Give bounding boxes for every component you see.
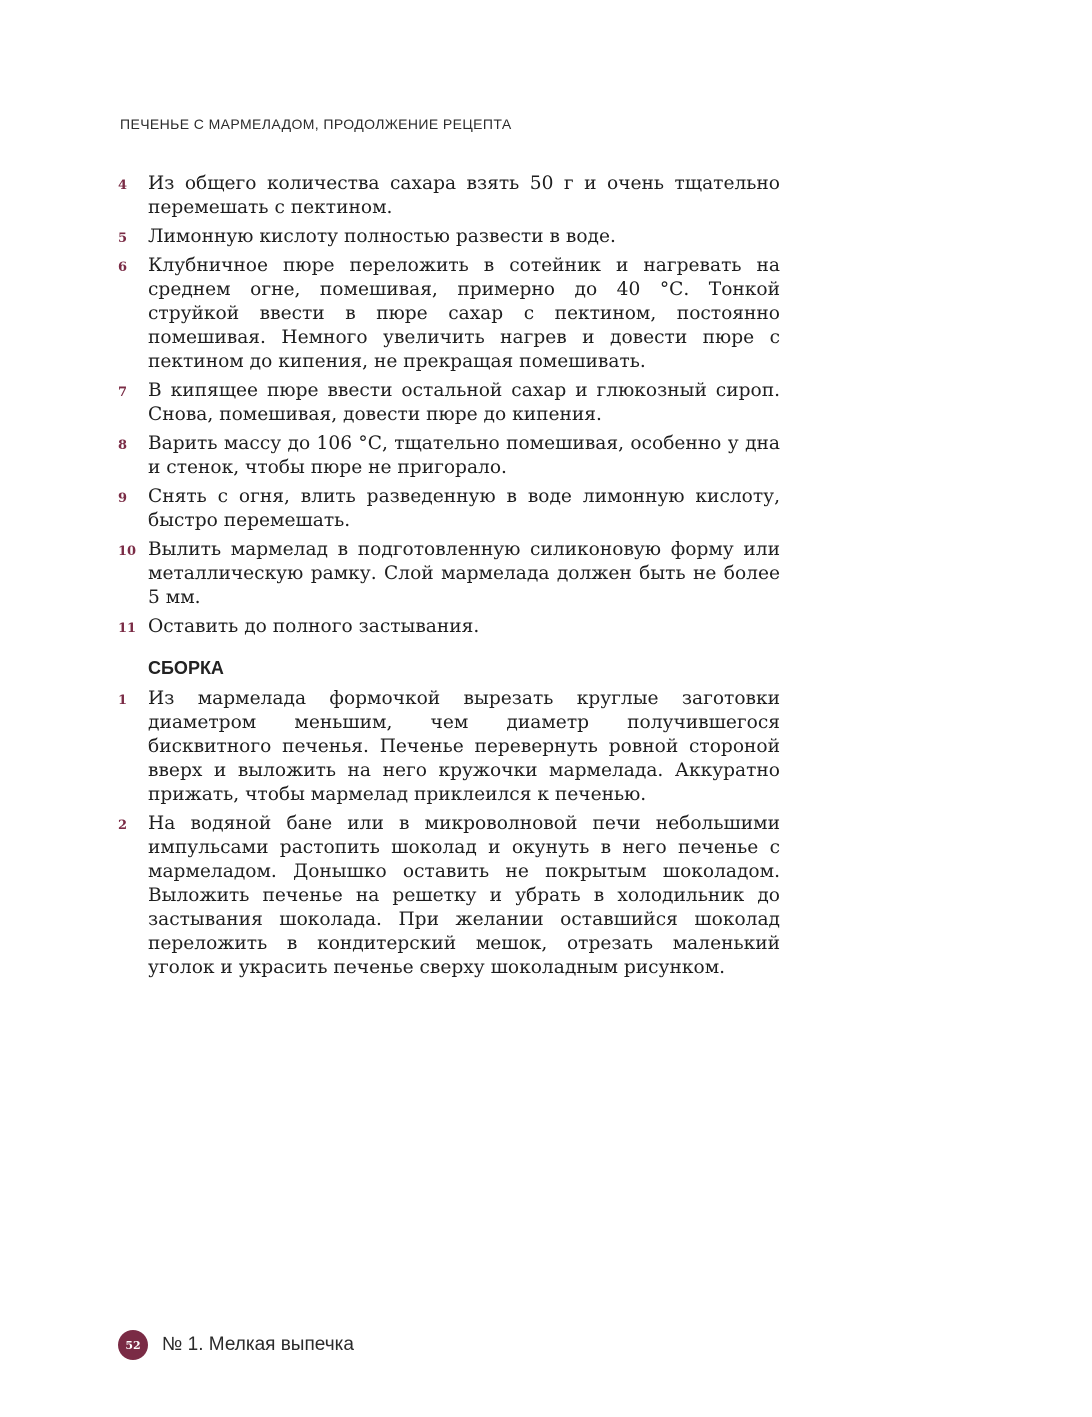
step-text: Из мармелада формочкой вырезать круглые заготовки диаметром меньшим, чем диаметр получившегося бисквитного печенья. Печенье перевернуть ровной стороной вверх и выложить на него кружочки мармелада. Аккуратно прижать, чтобы мармелад приклеился к печенью.	[148, 688, 780, 805]
page-number: 52	[125, 1338, 141, 1352]
assembly-steps	[118, 687, 780, 985]
recipe-steps	[118, 172, 780, 644]
step-number: 1	[118, 693, 128, 708]
step-number: 8	[118, 438, 128, 453]
recipe-step	[118, 538, 780, 610]
step-text: Снять с огня, влить разведенную в воде лимонную кислоту, быстро перемешать.	[148, 486, 780, 531]
step-text: В кипящее пюре ввести остальной сахар и глюкозный сироп. Снова, помешивая, довести пюре до кипения.	[148, 380, 780, 425]
step-number: 2	[118, 818, 128, 833]
step-text: Вылить мармелад в подготовленную силиконовую форму или металлическую рамку. Слой мармелада должен быть не более 5 мм.	[148, 539, 780, 608]
footer-title: № 1. Мелкая выпечка	[162, 1334, 354, 1355]
recipe-step	[118, 225, 780, 249]
step-text: Варить массу до 106 °С, тщательно помешивая, особенно у дна и стенок, чтобы пюре не пригорало.	[148, 433, 780, 478]
recipe-step	[118, 432, 780, 480]
running-head: ПЕЧЕНЬЕ С МАРМЕЛАДОМ, ПРОДОЛЖЕНИЕ РЕЦЕПТА	[120, 116, 512, 132]
recipe-step	[118, 254, 780, 374]
step-number: 6	[118, 260, 128, 275]
step-number: 7	[118, 385, 128, 400]
assembly-step	[118, 687, 780, 807]
recipe-step	[118, 615, 780, 639]
recipe-step	[118, 485, 780, 533]
step-number: 5	[118, 231, 128, 246]
step-number: 4	[118, 178, 128, 193]
section-heading-assembly: СБОРКА	[148, 658, 224, 678]
step-text: На водяной бане или в микроволновой печи небольшими импульсами растопить шоколад и окунуть в него печенье с мармеладом. Донышко оставить не покрытым шоколадом. Выложить печенье на решетку и убрать в холодильник до застывания шоколада. При желании оставшийся шоколад переложить в кондитерский мешок, отрезать маленький уголок и украсить печенье сверху шоколадным рисунком.	[148, 813, 780, 978]
step-text: Из общего количества сахара взять 50 г и очень тщательно перемешать с пектином.	[148, 173, 780, 218]
step-number: 10	[118, 544, 137, 559]
step-number: 9	[118, 491, 128, 506]
step-text: Лимонную кислоту полностью развести в воде.	[148, 226, 616, 247]
step-text: Клубничное пюре переложить в сотейник и нагревать на среднем огне, помешивая, примерно до 40 °С. Тонкой струйкой ввести в пюре сахар с пектином, постоянно помешивая. Немного увеличить нагрев и довести пюре с пектином до кипения, не прекращая помешивать.	[148, 255, 780, 372]
step-text: Оставить до полного застывания.	[148, 616, 480, 637]
assembly-step	[118, 812, 780, 980]
recipe-step	[118, 172, 780, 220]
recipe-step	[118, 379, 780, 427]
step-number: 11	[118, 621, 137, 636]
page-number-badge	[118, 1330, 148, 1360]
